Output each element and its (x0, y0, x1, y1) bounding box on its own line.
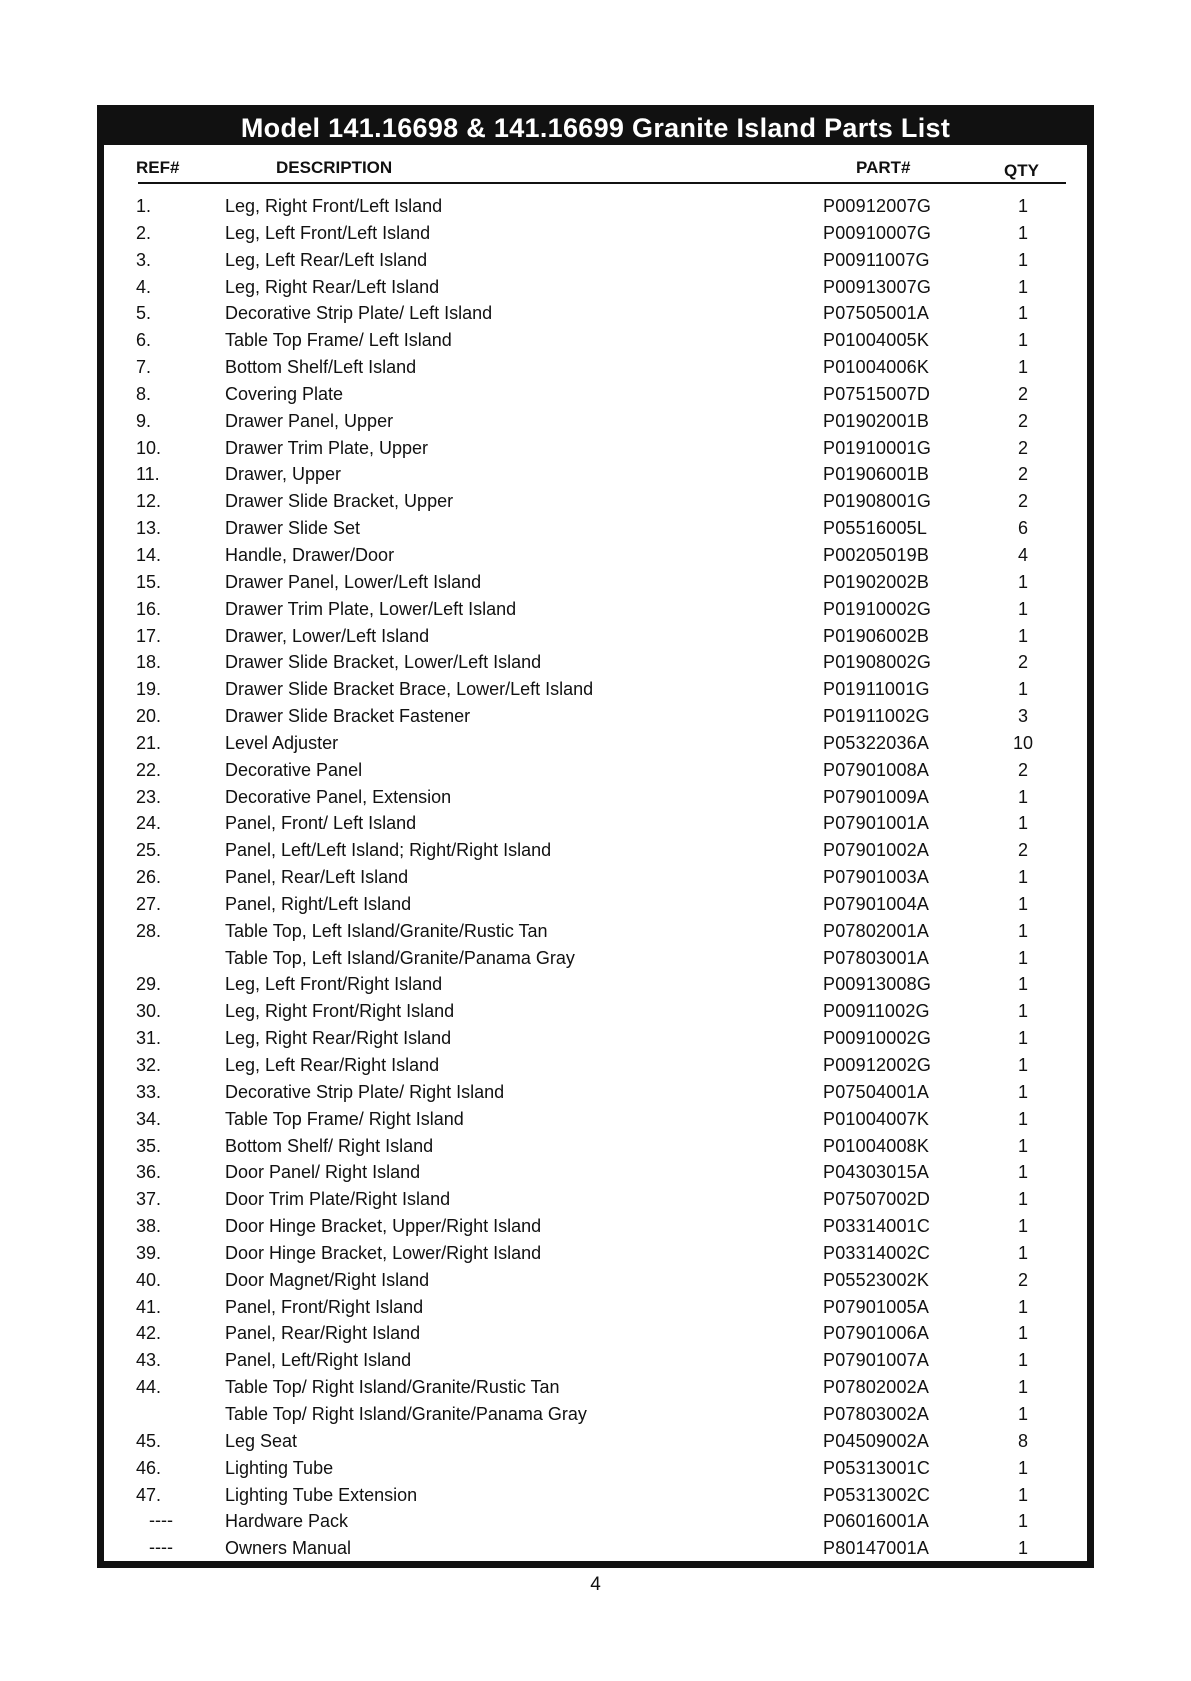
row-part-number: P05516005L (823, 518, 928, 539)
row-description: Lighting Tube (225, 1457, 334, 1478)
row-qty: 1 (1017, 1081, 1028, 1102)
row-ref: 22. (136, 759, 162, 780)
row-part-number: P07504001A (823, 1081, 930, 1102)
row-qty: 1 (1017, 1511, 1028, 1532)
row-qty: 1 (1017, 1001, 1028, 1022)
row-qty: 2 (1017, 410, 1028, 431)
row-description: Leg, Right Front/Right Island (225, 1001, 455, 1022)
row-qty: 1 (1017, 1242, 1028, 1263)
row-ref: 8. (136, 383, 152, 404)
row-description: Table Top Frame/ Right Island (225, 1108, 464, 1129)
row-description: Bottom Shelf/Left Island (225, 357, 417, 378)
table-row (104, 436, 1087, 463)
table-row (104, 919, 1087, 946)
row-qty: 1 (1017, 974, 1028, 995)
table-row (104, 946, 1087, 973)
table-row (104, 865, 1087, 892)
row-part-number: P07803002A (823, 1403, 930, 1424)
table-row (104, 1483, 1087, 1510)
header-part: PART# (856, 158, 911, 177)
row-ref: 7. (136, 357, 152, 378)
row-qty: 6 (1017, 518, 1028, 539)
row-part-number: P07901003A (823, 867, 930, 888)
table-row (104, 731, 1087, 758)
row-qty: 1 (1017, 571, 1028, 592)
row-part-number: P00205019B (823, 544, 930, 565)
table-row (104, 489, 1087, 516)
row-part-number: P04509002A (823, 1430, 930, 1451)
table-row (104, 1402, 1087, 1429)
row-part-number: P01906001B (823, 464, 930, 485)
table-row (104, 1080, 1087, 1107)
row-part-number: P01911001G (823, 679, 930, 700)
row-description: Leg Seat (225, 1430, 298, 1451)
page-title: Model 141.16698 & 141.16699 Granite Island Parts List (104, 112, 1087, 145)
row-ref: 16. (136, 598, 162, 619)
row-description: Table Top/ Right Island/Granite/Rustic Tan (225, 1377, 560, 1398)
table-row (104, 677, 1087, 704)
row-description: Leg, Left Rear/Right Island (225, 1055, 440, 1075)
row-description: Door Panel/ Right Island (225, 1162, 421, 1183)
row-qty: 1 (1017, 1377, 1028, 1398)
row-qty: 1 (1017, 598, 1028, 619)
row-part-number: P01004007K (823, 1108, 930, 1129)
row-part-number: P01908002G (823, 652, 932, 673)
row-ref: 25. (136, 840, 162, 861)
row-description: Panel, Front/Right Island (225, 1296, 424, 1317)
row-qty: 1 (1017, 276, 1028, 297)
row-part-number: P00911002G (823, 1001, 930, 1022)
row-description: Lighting Tube Extension (225, 1484, 418, 1505)
row-ref: 38. (136, 1216, 162, 1237)
row-ref: 34. (136, 1108, 162, 1129)
table-row (104, 650, 1087, 677)
row-part-number: P00913007G (823, 276, 932, 297)
row-description: Table Top, Left Island/Granite/Panama Gray (225, 947, 575, 968)
row-part-number: P07505001A (823, 303, 930, 324)
table-row (104, 462, 1087, 489)
table-row (104, 301, 1087, 328)
row-description: Owners Manual (225, 1538, 352, 1559)
row-ref: 39. (136, 1242, 162, 1263)
row-ref: 19. (136, 679, 162, 700)
header-divider (138, 182, 1066, 184)
row-qty: 1 (1017, 1108, 1028, 1129)
row-part-number: P04303015A (823, 1162, 930, 1183)
row-part-number: P00910007G (823, 222, 932, 243)
row-part-number: P01004008K (823, 1135, 930, 1156)
table-row (104, 1348, 1087, 1375)
row-ref: 30. (136, 1001, 162, 1022)
row-ref: 12. (136, 491, 162, 512)
table-row (104, 221, 1087, 248)
row-description: Panel, Left/Left Island; Right/Right Island (225, 840, 552, 861)
table-row (104, 1321, 1087, 1348)
row-ref: 18. (136, 652, 162, 673)
row-qty: 2 (1017, 1269, 1028, 1290)
row-ref: 15. (136, 571, 162, 592)
row-qty: 1 (1017, 1484, 1028, 1505)
parts-list-frame (97, 105, 1094, 1568)
row-description: Panel, Left/Right Island (225, 1350, 412, 1371)
row-qty: 1 (1017, 1189, 1028, 1210)
table-row (104, 516, 1087, 543)
row-ref: 47. (136, 1484, 162, 1505)
table-row (104, 1160, 1087, 1187)
row-part-number: P05523002K (823, 1269, 930, 1290)
row-part-number: P07901006A (823, 1323, 930, 1344)
row-qty: 1 (1017, 1162, 1028, 1183)
row-qty: 1 (1017, 867, 1028, 888)
table-row (104, 1429, 1087, 1456)
row-part-number: P01910002G (823, 598, 932, 619)
row-part-number: P07802002A (823, 1377, 930, 1398)
row-description: Handle, Drawer/Door (225, 544, 395, 565)
row-description: Table Top Frame/ Left Island (225, 330, 452, 351)
row-part-number: P07507002D (823, 1189, 931, 1210)
row-description: Drawer Trim Plate, Upper (225, 437, 429, 458)
row-ref: 31. (136, 1028, 162, 1049)
row-qty: 1 (1017, 625, 1028, 646)
table-row (104, 972, 1087, 999)
row-qty: 8 (1017, 1430, 1028, 1451)
header-ref: REF# (136, 158, 180, 177)
row-description: Drawer, Upper (225, 464, 342, 485)
row-description: Drawer Slide Bracket Brace, Lower/Left Island (225, 679, 594, 700)
row-description: Leg, Left Front/Left Island (225, 222, 431, 243)
table-row (104, 597, 1087, 624)
row-description: Decorative Strip Plate/ Left Island (225, 303, 493, 324)
row-part-number: P01004006K (823, 357, 930, 378)
row-part-number: P05313001C (823, 1457, 931, 1478)
row-part-number: P00910002G (823, 1028, 932, 1049)
row-part-number: P00912007G (823, 196, 932, 216)
row-description: Door Hinge Bracket, Lower/Right Island (225, 1242, 542, 1263)
row-qty: 1 (1017, 1457, 1028, 1478)
table-row (104, 355, 1087, 382)
row-qty: 3 (1017, 706, 1028, 727)
row-ref: 32. (136, 1055, 162, 1075)
row-qty: 1 (1017, 1403, 1028, 1424)
row-qty: 2 (1017, 464, 1028, 485)
row-part-number: P07901002A (823, 840, 930, 861)
row-ref: 14. (136, 544, 162, 565)
row-ref: 13. (136, 518, 162, 539)
row-qty: 1 (1017, 196, 1028, 216)
row-description: Decorative Panel (225, 759, 363, 780)
row-description: Decorative Panel, Extension (225, 786, 452, 807)
row-part-number: P01911002G (823, 706, 930, 727)
row-description: Level Adjuster (225, 732, 339, 753)
row-description: Panel, Rear/Right Island (225, 1323, 421, 1344)
row-qty: 1 (1017, 947, 1028, 968)
row-description: Table Top/ Right Island/Granite/Panama Gray (225, 1403, 587, 1424)
row-part-number: P07803001A (823, 947, 930, 968)
row-description: Leg, Right Rear/Left Island (225, 276, 440, 297)
row-description: Covering Plate (225, 383, 344, 404)
header-description: DESCRIPTION (276, 158, 393, 177)
row-ref: 26. (136, 867, 162, 888)
row-description: Panel, Front/ Left Island (225, 813, 417, 834)
row-qty: 2 (1017, 759, 1028, 780)
row-ref: 27. (136, 893, 162, 914)
row-description: Drawer Slide Bracket Fastener (225, 706, 471, 727)
table-row (104, 1456, 1087, 1483)
row-part-number: P01902002B (823, 571, 930, 592)
row-ref: 28. (136, 920, 162, 941)
row-ref: 6. (136, 330, 152, 351)
row-qty: 1 (1017, 1216, 1028, 1237)
row-description: Door Trim Plate/Right Island (225, 1189, 451, 1210)
row-description: Door Hinge Bracket, Upper/Right Island (225, 1216, 542, 1237)
row-description: Hardware Pack (225, 1511, 349, 1532)
row-ref: 10. (136, 437, 162, 458)
row-qty: 1 (1017, 303, 1028, 324)
row-ref: 36. (136, 1162, 162, 1183)
row-qty: 1 (1017, 1296, 1028, 1317)
row-qty: 1 (1017, 679, 1028, 700)
row-part-number: P00912002G (823, 1055, 932, 1075)
row-description: Leg, Right Rear/Right Island (225, 1028, 452, 1049)
row-part-number: P00913008G (823, 974, 932, 995)
table-row (104, 409, 1087, 436)
row-qty: 2 (1017, 840, 1028, 861)
row-ref: 4. (136, 276, 152, 297)
row-qty: 10 (1012, 732, 1034, 753)
row-qty: 1 (1017, 1538, 1028, 1559)
row-qty: 1 (1017, 1135, 1028, 1156)
row-qty: 1 (1017, 813, 1028, 834)
table-row (104, 1295, 1087, 1322)
row-qty: 2 (1017, 383, 1028, 404)
row-ref: 45. (136, 1430, 162, 1451)
row-ref: 42. (136, 1323, 162, 1344)
row-ref: 1. (136, 196, 152, 216)
row-ref: 46. (136, 1457, 162, 1478)
row-part-number: P07901001A (823, 813, 930, 834)
row-ref: 21. (136, 732, 162, 753)
table-row (104, 1026, 1087, 1053)
row-part-number: P05322036A (823, 732, 930, 753)
row-description: Leg, Right Front/Left Island (225, 196, 443, 216)
row-qty: 1 (1017, 1350, 1028, 1371)
table-row (104, 1187, 1087, 1214)
table-row (104, 1268, 1087, 1295)
row-part-number: P07901005A (823, 1296, 930, 1317)
row-description: Leg, Left Front/Right Island (225, 974, 443, 995)
row-ref: 44. (136, 1377, 162, 1398)
row-ref: ---- (149, 1510, 173, 1531)
row-part-number: P03314002C (823, 1242, 931, 1263)
row-part-number: P07802001A (823, 920, 930, 941)
row-description: Drawer Slide Bracket, Upper (225, 491, 454, 512)
row-qty: 2 (1017, 491, 1028, 512)
row-ref: 11. (136, 464, 160, 485)
table-row (104, 1375, 1087, 1402)
table-row (104, 570, 1087, 597)
row-ref: 35. (136, 1135, 162, 1156)
row-ref: 41. (136, 1296, 162, 1317)
table-row (104, 838, 1087, 865)
row-description: Drawer Slide Bracket, Lower/Left Island (225, 652, 542, 673)
table-row (104, 543, 1087, 570)
row-part-number: P05313002C (823, 1484, 931, 1505)
row-qty: 1 (1017, 357, 1028, 378)
row-part-number: P01902001B (823, 410, 930, 431)
row-qty: 1 (1017, 1055, 1028, 1075)
row-ref: 2. (136, 222, 152, 243)
row-part-number: P01908001G (823, 491, 932, 512)
table-row (104, 1107, 1087, 1134)
row-qty: 1 (1017, 330, 1028, 351)
table-row (104, 1134, 1087, 1161)
row-qty: 2 (1017, 437, 1028, 458)
table-row (104, 1536, 1087, 1563)
row-ref: 33. (136, 1081, 162, 1102)
row-part-number: P03314001C (823, 1216, 931, 1237)
row-part-number: P80147001A (823, 1538, 930, 1559)
table-row (104, 194, 1087, 221)
row-part-number: P07901008A (823, 759, 930, 780)
row-ref: 43. (136, 1350, 162, 1371)
table-row (104, 275, 1087, 302)
row-qty: 1 (1017, 893, 1028, 914)
row-qty: 4 (1017, 544, 1028, 565)
row-ref: 9. (136, 410, 152, 431)
row-description: Table Top, Left Island/Granite/Rustic Tan (225, 920, 548, 941)
row-qty: 2 (1017, 652, 1028, 673)
table-row (104, 704, 1087, 731)
table-row (104, 1214, 1087, 1241)
row-qty: 1 (1017, 222, 1028, 243)
row-ref: 5. (136, 303, 152, 324)
row-ref: 37. (136, 1189, 162, 1210)
table-header (104, 158, 1087, 184)
parts-table-body (104, 194, 1087, 1563)
row-description: Door Magnet/Right Island (225, 1269, 430, 1290)
table-row (104, 382, 1087, 409)
row-ref: 29. (136, 974, 162, 995)
table-row (104, 624, 1087, 651)
row-description: Drawer Panel, Lower/Left Island (225, 571, 482, 592)
row-part-number: P01906002B (823, 625, 930, 646)
row-qty: 1 (1017, 1323, 1028, 1344)
row-ref: 20. (136, 706, 162, 727)
row-ref: 17. (136, 625, 162, 646)
row-ref: 23. (136, 786, 162, 807)
row-part-number: P07901004A (823, 893, 930, 914)
row-qty: 1 (1017, 920, 1028, 941)
row-part-number: P00911007G (823, 249, 930, 270)
table-row (104, 1509, 1087, 1536)
row-description: Panel, Rear/Left Island (225, 867, 409, 888)
table-row (104, 328, 1087, 355)
row-part-number: P01004005K (823, 330, 930, 351)
row-qty: 1 (1017, 249, 1028, 270)
table-row (104, 1053, 1087, 1080)
table-row (104, 892, 1087, 919)
table-row (104, 811, 1087, 838)
row-part-number: P07901007A (823, 1350, 930, 1371)
row-description: Drawer, Lower/Left Island (225, 625, 430, 646)
row-description: Drawer Trim Plate, Lower/Left Island (225, 598, 517, 619)
row-description: Bottom Shelf/ Right Island (225, 1135, 434, 1156)
table-row (104, 1241, 1087, 1268)
row-ref: 3. (136, 249, 152, 270)
row-description: Panel, Right/Left Island (225, 893, 412, 914)
table-row (104, 248, 1087, 275)
row-description: Decorative Strip Plate/ Right Island (225, 1081, 505, 1102)
row-part-number: P01910001G (823, 437, 932, 458)
row-description: Drawer Slide Set (225, 518, 361, 539)
row-qty: 1 (1017, 786, 1028, 807)
row-qty: 1 (1017, 1028, 1028, 1049)
header-qty: QTY (1004, 161, 1039, 180)
row-description: Drawer Panel, Upper (225, 410, 394, 431)
table-row (104, 999, 1087, 1026)
table-row (104, 785, 1087, 812)
row-ref: 40. (136, 1269, 162, 1290)
row-ref: ---- (149, 1537, 173, 1558)
page-number: 4 (590, 1574, 601, 1595)
row-part-number: P07515007D (823, 383, 931, 404)
table-row (104, 758, 1087, 785)
row-ref: 24. (136, 813, 162, 834)
row-part-number: P06016001A (823, 1511, 930, 1532)
row-description: Leg, Left Rear/Left Island (225, 249, 428, 270)
row-part-number: P07901009A (823, 786, 930, 807)
